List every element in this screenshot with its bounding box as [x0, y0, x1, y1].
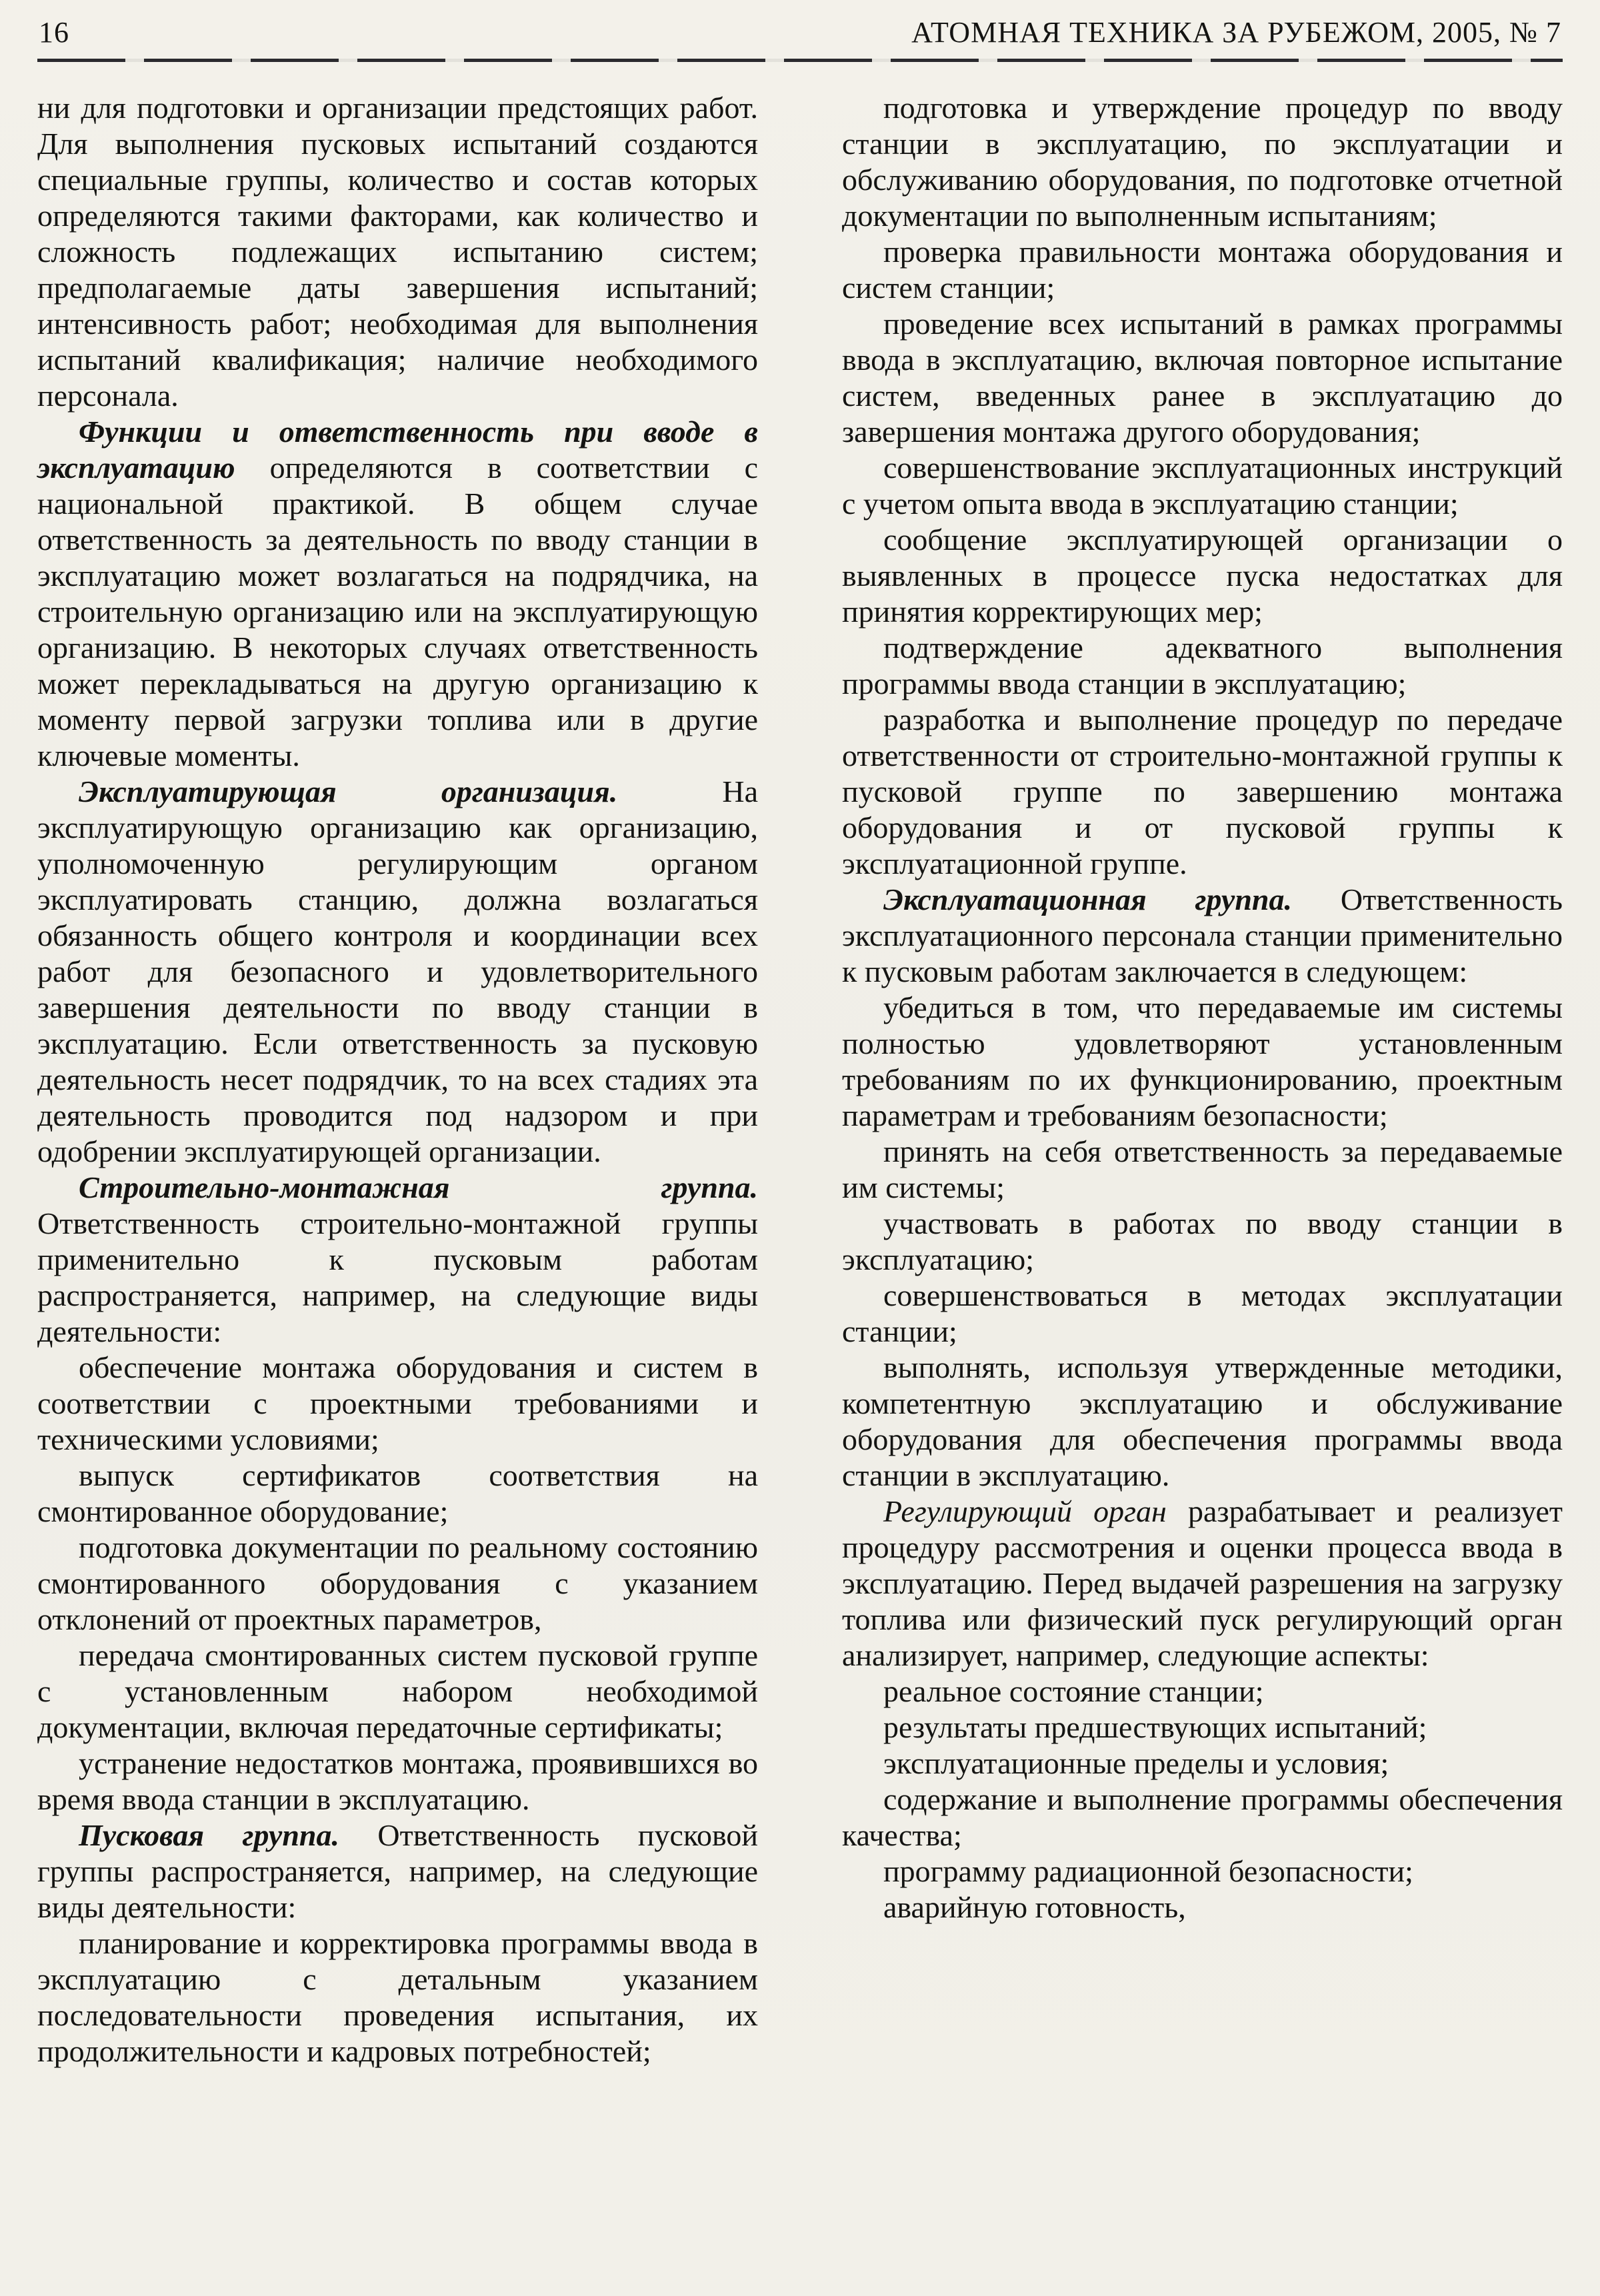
paragraph: [37, 90, 758, 414]
paragraph: [37, 1817, 758, 1925]
paragraph: [37, 1925, 758, 2069]
paragraph-lead-phrase: Регулирующий орган: [883, 1494, 1167, 1528]
paragraph: [842, 1745, 1563, 1781]
column-right: [842, 90, 1563, 2069]
paragraph-text: выпуск сертификатов соответствия на смонтированное оборудование;: [37, 1458, 758, 1528]
paragraph: [842, 450, 1563, 522]
paragraph-text: Ответственность строительно-монтажной группы применительно к пусковым работам распространяется, например, на следующие виды деятельности:: [37, 1206, 758, 1348]
paragraph-text: планирование и корректировка программы ввода в эксплуатацию с детальным указанием последовательности проведения испытания, их продолжительности и кадровых потребностей;: [37, 1926, 758, 2068]
paragraph-text: На эксплуатирующую организацию как организацию, уполномоченную регулирующим органом эксплуатировать станцию, должна возлагаться обязанность общего контроля и координации всех работ для безопасного и удовлетворительного завершения деятельности по вводу станции в эксплуатацию. Если ответственность за пусковую деятельность несет подрядчик, то на всех стадиях эта деятельность проводится под надзором и при одобрении эксплуатирующей организации.: [37, 774, 758, 1168]
journal-title: АТОМНАЯ ТЕХНИКА ЗА РУБЕЖОМ, 2005, № 7: [911, 16, 1561, 49]
paragraph: [842, 1134, 1563, 1206]
paragraph-text: подготовка документации по реальному состоянию смонтированного оборудования с указанием отклонений от проектных параметров,: [37, 1530, 758, 1636]
paragraph: [37, 1638, 758, 1745]
paragraph: [842, 306, 1563, 450]
paragraph-text: Ответственность пусковой группы распространяется, например, на следующие виды деятельности:: [37, 1818, 758, 1924]
paragraph: [37, 1530, 758, 1638]
paragraph-text: ни для подготовки и организации предстоящих работ. Для выполнения пусковых испытаний создаются специальные группы, количество и состав которых определяются такими факторами, как количество и сложность подлежащих испытанию систем; предполагаемые даты завершения испытаний; интенсивность работ; необходимая для выполнения испытаний квалификация; наличие необходимого персонала.: [37, 91, 758, 413]
paragraph-lead-phrase: Эксплуатирующая организация.: [79, 774, 618, 808]
paragraph-text: убедиться в том, что передаваемые им системы полностью удовлетворяют установленным требованиям по их функционированию, проектным параметрам и требованиям безопасности;: [842, 990, 1563, 1132]
paragraph: [842, 990, 1563, 1134]
page-header: [37, 9, 1563, 51]
paragraph: [842, 1350, 1563, 1494]
paragraph: [37, 774, 758, 1170]
paragraph-text: разрабатывает и реализует процедуру рассмотрения и оценки процесса ввода в эксплуатацию. Перед выдачей разрешения на загрузку топлива или физический пуск регулирующий орган анализирует, например, следующие аспекты:: [842, 1494, 1563, 1672]
paragraph: [37, 414, 758, 774]
paragraph-text: эксплуатационные пределы и условия;: [883, 1746, 1389, 1780]
paragraph-text: разработка и выполнение процедур по передаче ответственности от строительно-монтажной группы к пусковой группе по завершению монтажа оборудования и от пусковой группы к эксплуатационной группе.: [842, 702, 1563, 880]
paragraph-text: совершенствование эксплуатационных инструкций с учетом опыта ввода в эксплуатацию станции;: [842, 451, 1563, 521]
paragraph: [842, 702, 1563, 882]
column-left: [37, 90, 758, 2069]
paragraph: [37, 1350, 758, 1458]
paragraph-text: принять на себя ответственность за передаваемые им системы;: [842, 1134, 1563, 1204]
paragraph: [842, 1710, 1563, 1745]
paragraph-text: содержание и выполнение программы обеспечения качества;: [842, 1782, 1563, 1852]
paragraph-text: реальное состояние станции;: [883, 1674, 1264, 1708]
paragraph-text: участвовать в работах по вводу станции в эксплуатацию;: [842, 1206, 1563, 1276]
paragraph-text: подтверждение адекватного выполнения программы ввода станции в эксплуатацию;: [842, 630, 1563, 700]
paragraph: [37, 1458, 758, 1530]
paragraph: [842, 1278, 1563, 1350]
paragraph-text: определяются в соответствии с национальной практикой. В общем случае ответственность за деятельность по вводу станции в эксплуатацию может возлагаться на подрядчика, на строительную организацию или на эксплуатирующую организацию. В некоторых случаях ответственность может перекладываться на другую организацию к моменту первой загрузки топлива или в другие ключевые моменты.: [37, 451, 758, 772]
paragraph-lead-phrase: Эксплуатационная группа.: [883, 882, 1292, 916]
paragraph-text: аварийную готовность,: [883, 1890, 1186, 1924]
paragraph: [842, 882, 1563, 990]
paragraph: [37, 1745, 758, 1817]
paragraph: [842, 1889, 1563, 1925]
paragraph: [842, 1206, 1563, 1278]
paragraph: [842, 522, 1563, 630]
paragraph-text: результаты предшествующих испытаний;: [883, 1710, 1427, 1744]
paragraph: [842, 1781, 1563, 1853]
paragraph-lead-phrase: Строительно-монтажная группа.: [79, 1170, 758, 1204]
page-number: 16: [39, 16, 69, 49]
paragraph-text: совершенствоваться в методах эксплуатации станции;: [842, 1278, 1563, 1348]
paragraph-lead-phrase: Пусковая группа.: [79, 1818, 339, 1852]
paragraph-text: передача смонтированных систем пусковой группе с установленным набором необходимой документации, включая передаточные сертификаты;: [37, 1638, 758, 1744]
paragraph-text: выполнять, используя утвержденные методики, компетентную эксплуатацию и обслуживание оборудования для обеспечения программы ввода станции в эксплуатацию.: [842, 1350, 1563, 1492]
header-rule: [37, 59, 1563, 62]
paragraph: [842, 1674, 1563, 1710]
paragraph-text: программу радиационной безопасности;: [883, 1854, 1413, 1888]
paragraph: [842, 1494, 1563, 1674]
paragraph-text: проверка правильности монтажа оборудования и систем станции;: [842, 235, 1563, 305]
paragraph-text: сообщение эксплуатирующей организации о выявленных в процессе пуска недостатках для принятия корректирующих мер;: [842, 523, 1563, 628]
paragraph-text: обеспечение монтажа оборудования и систем в соответствии с проектными требованиями и техническими условиями;: [37, 1350, 758, 1456]
paragraph: [842, 1853, 1563, 1889]
paragraph-text: устранение недостатков монтажа, проявившихся во время ввода станции в эксплуатацию.: [37, 1746, 758, 1816]
paragraph-text: Ответственность эксплуатационного персонала станции применительно к пусковым работам заключается в следующем:: [842, 882, 1563, 988]
paragraph: [37, 1170, 758, 1350]
paragraph: [842, 90, 1563, 234]
article-body: [37, 90, 1563, 2069]
paragraph: [842, 234, 1563, 306]
paragraph-text: проведение всех испытаний в рамках программы ввода в эксплуатацию, включая повторное испытание систем, введенных ранее в эксплуатацию до завершения монтажа другого оборудования;: [842, 307, 1563, 449]
paragraph: [842, 630, 1563, 702]
paragraph-text: подготовка и утверждение процедур по вводу станции в эксплуатацию, по эксплуатации и обслуживанию оборудования, по подготовке отчетной документации по выполненным испытаниям;: [842, 91, 1563, 233]
paragraph-lead-phrase: Функции и ответственность при вводе в эксплуатацию: [37, 415, 758, 485]
